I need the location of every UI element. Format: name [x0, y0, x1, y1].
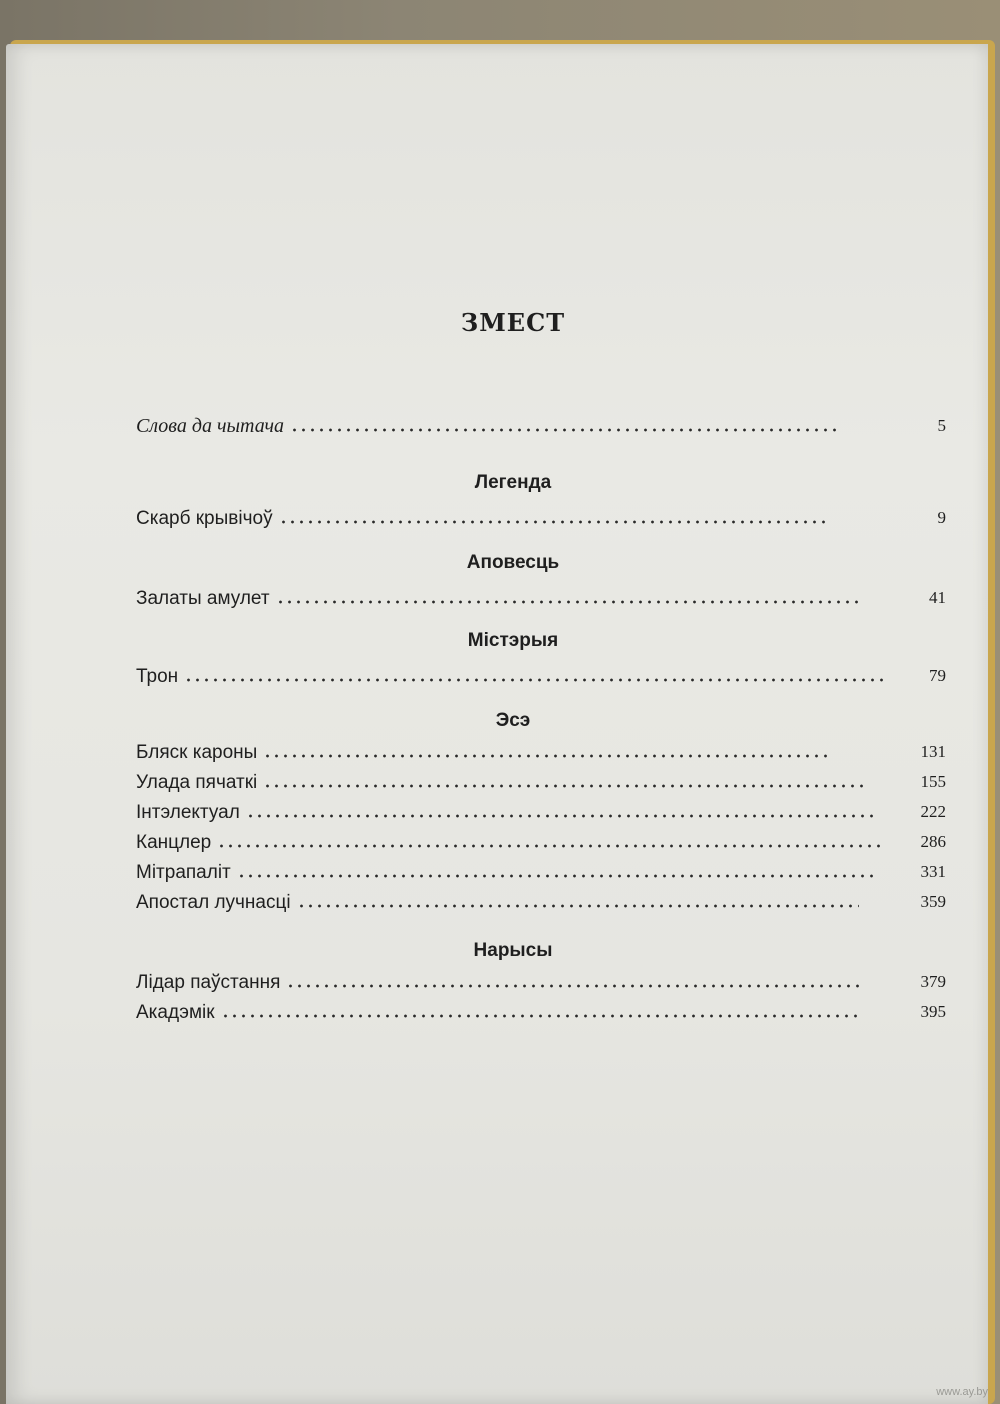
toc-entry [136, 764, 946, 794]
watermark: www.ay.by [936, 1386, 988, 1398]
section-heading: Эсэ [495, 710, 531, 731]
toc-entry-page: 222 [920, 802, 946, 821]
leader-dots [279, 519, 831, 525]
toc-entry-page: 286 [920, 832, 946, 851]
toc-entry [136, 658, 946, 688]
toc-entry-page: 379 [920, 972, 946, 991]
toc-entry-label: Канцлер [136, 832, 212, 853]
toc-entry-page: 79 [929, 666, 946, 685]
section-heading: Аповесць [466, 552, 560, 573]
toc-entry-page: 9 [937, 508, 946, 527]
leader-dots [297, 903, 859, 909]
leader-dots [263, 753, 833, 759]
toc-entry-label: Акадэмік [136, 1002, 215, 1023]
toc-entry-label: Лідар паўстання [136, 972, 281, 993]
toc-entry [136, 734, 946, 764]
leader-dots [221, 1013, 857, 1019]
toc-entry [136, 994, 946, 1024]
toc-entry-label: Трон [136, 666, 179, 687]
toc-entry-page: 395 [920, 1002, 946, 1021]
leader-dots [276, 599, 858, 605]
section-heading: Легенда [474, 472, 552, 493]
toc-entry-label: Скарб крывічоў [136, 508, 273, 529]
toc-title: ЗМЕСТ [460, 308, 566, 337]
toc-entry [136, 408, 946, 438]
leader-dots [263, 783, 869, 789]
leader-dots [286, 983, 862, 989]
leader-dots [184, 677, 884, 683]
toc-entry-label: Мітрапаліт [136, 862, 231, 883]
toc-entry [136, 884, 946, 914]
toc-entry [136, 964, 946, 994]
toc-entry-page: 359 [920, 892, 946, 911]
toc-entry-label: Інтэлектуал [136, 802, 240, 823]
toc-entry-label: Слова да чытача [136, 415, 285, 437]
toc-entry [136, 854, 946, 884]
toc-entry-label: Бляск кароны [136, 742, 258, 763]
toc-entry [136, 824, 946, 854]
section-heading: Містэрыя [467, 630, 559, 651]
leader-dots [246, 813, 874, 819]
toc-entry [136, 794, 946, 824]
toc-entry [136, 500, 946, 530]
toc-entry-label: Залаты амулет [136, 588, 270, 609]
toc-entry-label: Апостал лучнасці [136, 892, 291, 913]
leader-dots [290, 427, 838, 433]
leader-dots [217, 843, 883, 849]
toc-entry-page: 331 [920, 862, 946, 881]
toc-entry-page: 131 [920, 742, 946, 761]
book-page [6, 44, 988, 1404]
section-heading: Нарысы [473, 940, 553, 961]
toc-entry-label: Улада пячаткі [136, 772, 258, 793]
leader-dots [237, 873, 879, 879]
toc-entry-page: 5 [937, 416, 946, 435]
toc-entry-page: 41 [929, 588, 946, 607]
toc-entry [136, 580, 946, 610]
toc-entry-page: 155 [920, 772, 946, 791]
